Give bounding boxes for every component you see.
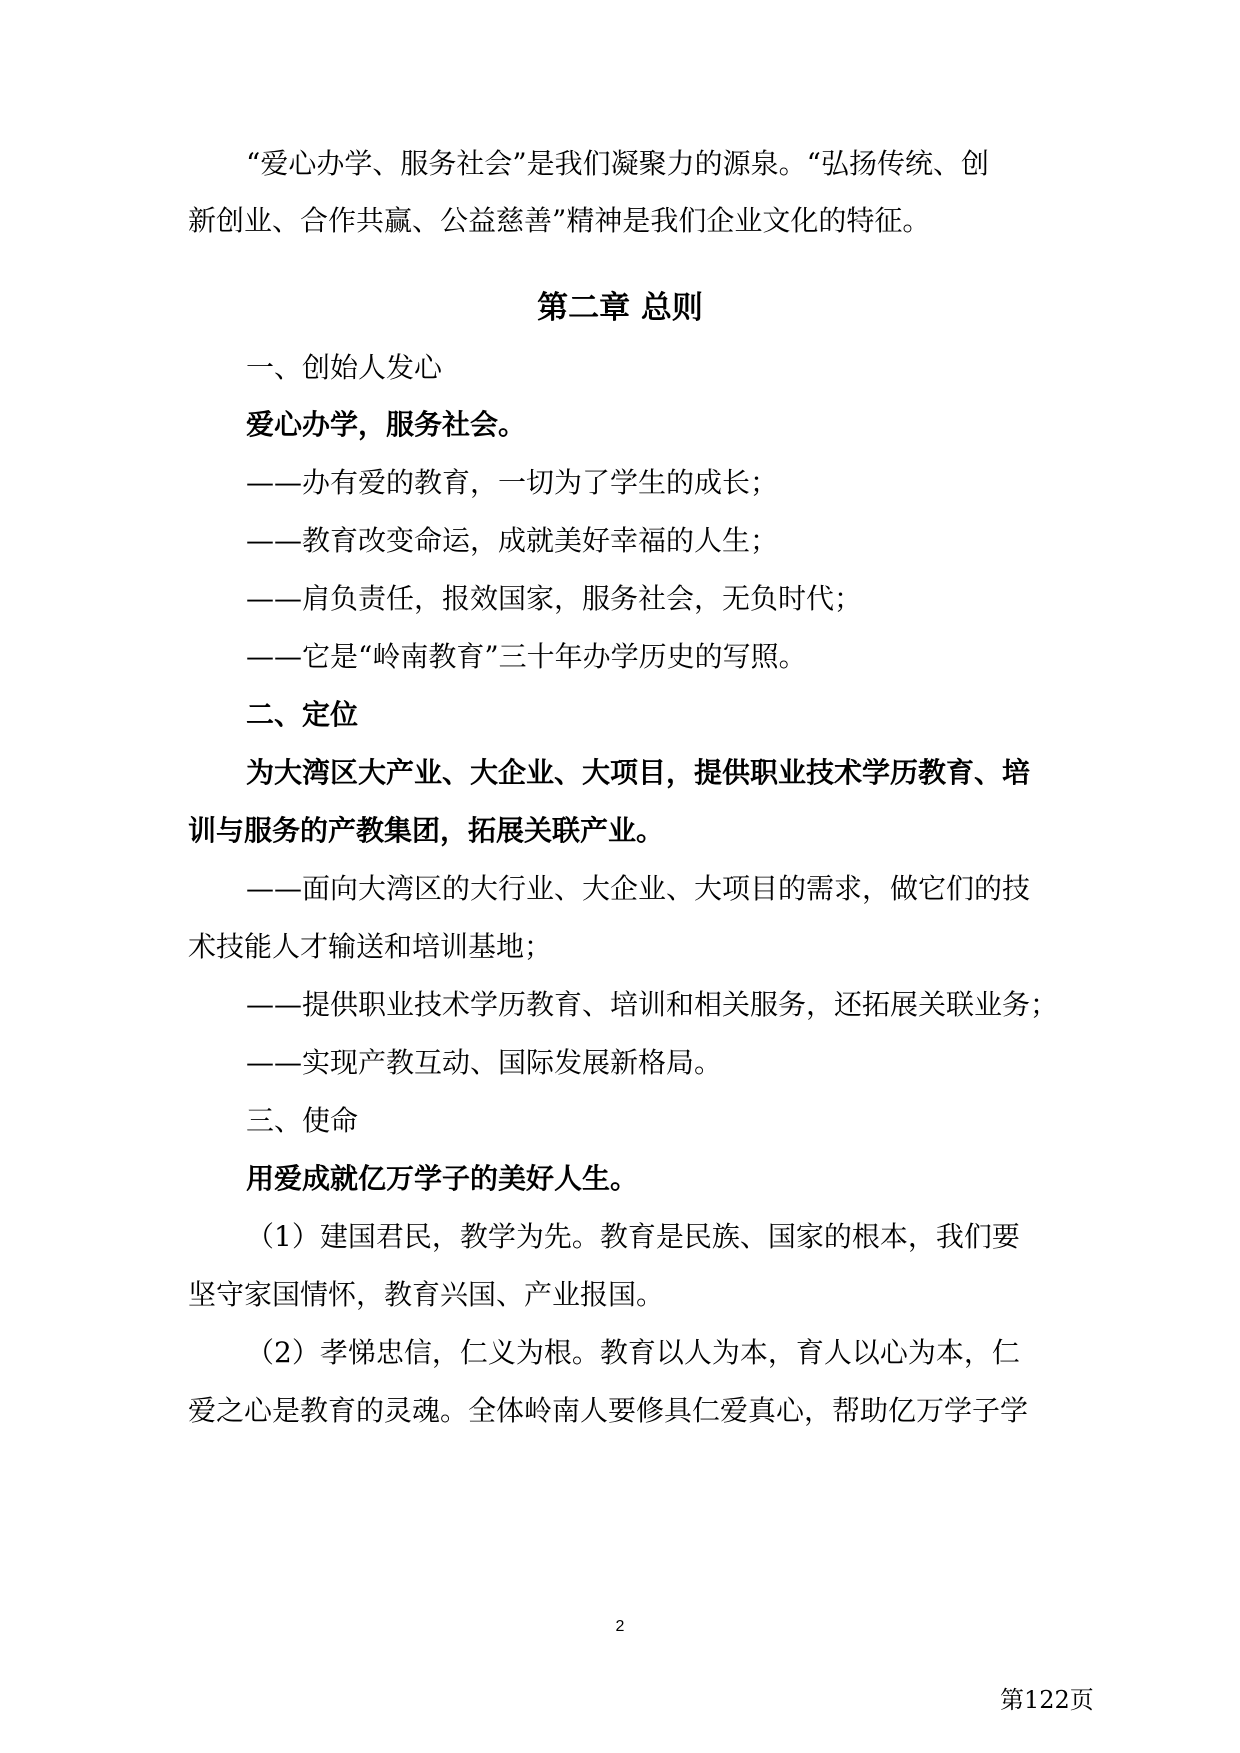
section-2-item-1-line-2: 术技能人才输送和培训基地； — [188, 930, 553, 963]
intro-line-1: “爱心办学、服务社会”是我们凝聚力的源泉。“弘扬传统、创 — [246, 147, 989, 180]
section-2-item-3: ——实现产教互动、国际发展新格局。 — [246, 1046, 723, 1079]
intro-line-2: 新创业、合作共赢、公益慈善”精神是我们企业文化的特征。 — [188, 204, 931, 237]
mission-para-1-line-1: （1）建国君民，教学为先。教育是民族、国家的根本，我们要 — [246, 1220, 1020, 1253]
mission-para-1-line-2: 坚守家国情怀，教育兴国、产业报国。 — [188, 1278, 665, 1311]
section-2-statement-line-1: 为大湾区大产业、大企业、大项目，提供职业技术学历教育、培 — [246, 756, 1031, 789]
section-3-statement: 用爱成就亿万学子的美好人生。 — [246, 1162, 639, 1195]
list-item: ——它是“岭南教育”三十年办学历史的写照。 — [246, 640, 807, 673]
mission-para-2-line-2: 爱之心是教育的灵魂。全体岭南人要修具仁爱真心，帮助亿万学子学 — [188, 1394, 1029, 1427]
section-1-title: 一、创始人发心 — [246, 351, 443, 384]
chapter-title: 第二章 总则 — [537, 290, 703, 326]
section-1-statement: 爱心办学，服务社会。 — [246, 408, 527, 441]
list-item: ——办有爱的教育，一切为了学生的成长； — [246, 466, 779, 499]
section-2-item-2: ——提供职业技术学历教育、培训和相关服务，还拓展关联业务； — [246, 988, 1059, 1021]
section-3-title: 三、使命 — [246, 1104, 359, 1137]
list-item: ——教育改变命运，成就美好幸福的人生； — [246, 524, 779, 557]
list-item: ——肩负责任，报效国家，服务社会，无负时代； — [246, 582, 863, 615]
mission-para-2-line-1: （2）孝悌忠信，仁义为根。教育以人为本，育人以心为本，仁 — [246, 1336, 1020, 1369]
page-number: 2 — [615, 1618, 625, 1635]
section-2-statement-line-2: 训与服务的产教集团，拓展关联产业。 — [188, 814, 665, 847]
section-2-title: 二、定位 — [246, 698, 359, 731]
section-2-item-1-line-1: ——面向大湾区的大行业、大企业、大项目的需求，做它们的技 — [246, 872, 1031, 905]
page-label: 第122页 — [1000, 1686, 1094, 1714]
